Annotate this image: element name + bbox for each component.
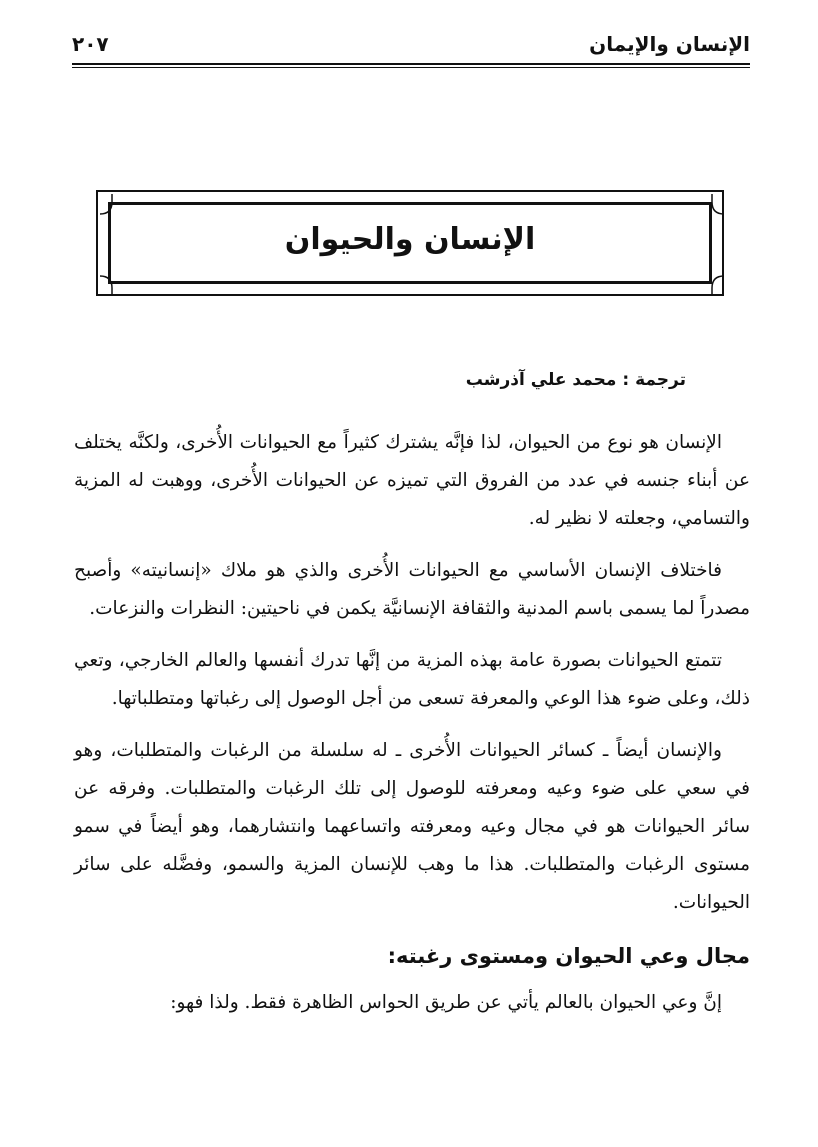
- running-title: الإنسان والإيمان: [589, 32, 750, 56]
- running-header: [72, 28, 750, 64]
- body-text: [74, 424, 750, 1022]
- chapter-title-frame: [96, 190, 724, 296]
- translator-credit: [466, 370, 686, 390]
- page-number: ٢٠٧: [72, 32, 109, 56]
- paragraph: تتمتع الحيوانات بصورة عامة بهذه المزية من إنَّها تدرك أنفسها والعالم الخارجي، وتعي ذلك، وعلى ضوء هذا الوعي والمعرفة تسعى من أجل الوصول إلى رغباتها ومتطلباتها.: [74, 650, 750, 709]
- paragraph: فاختلاف الإنسان الأساسي مع الحيوانات الأُخرى والذي هو ملاك «إنسانيته» وأصبح مصدراً لما يسمى باسم المدنية والثقافة الإنسانيَّة يكمن في ناحيتين: النظرات والنزعات.: [74, 560, 750, 619]
- translator-name: محمد علي آذرشب: [465, 370, 617, 390]
- paragraph: الإنسان هو نوع من الحيوان، لذا فإنَّه يشترك كثيراً مع الحيوانات الأُخرى، ولكنَّه يختلف عن أبناء جنسه في عدد من الفروق التي تميزه عن الحيوانات الأُخرى، ووهبت له المزية والتسامي، وجعلته لا نظير له.: [74, 432, 750, 529]
- paragraph: إنَّ وعي الحيوان بالعالم يأتي عن طريق الحواس الظاهرة فقط. ولذا فهو:: [170, 992, 722, 1013]
- translator-label: ترجمة :: [622, 370, 686, 390]
- paragraph: والإنسان أيضاً ـ كسائر الحيوانات الأُخرى ـ له سلسلة من الرغبات والمتطلبات، وهو في سعي على ضوء وعيه ومعرفته للوصول إلى تلك الرغبات والمتطلبات. وفرقه عن سائر الحيوانات هو في مجال وعيه ومعرفته واتساعهما وانتشارهما، وهو أيضاً في سمو مستوى الرغبات والمتطلبات. هذا ما وهب للإنسان المزية والسمو، وفضَّله على سائر الحيوانات.: [74, 740, 750, 913]
- chapter-title: الإنسان والحيوان: [284, 222, 536, 257]
- header-rule: [72, 63, 750, 65]
- header-rule-thin: [72, 67, 750, 68]
- section-heading: مجال وعي الحيوان ومستوى رغبته:: [387, 944, 750, 968]
